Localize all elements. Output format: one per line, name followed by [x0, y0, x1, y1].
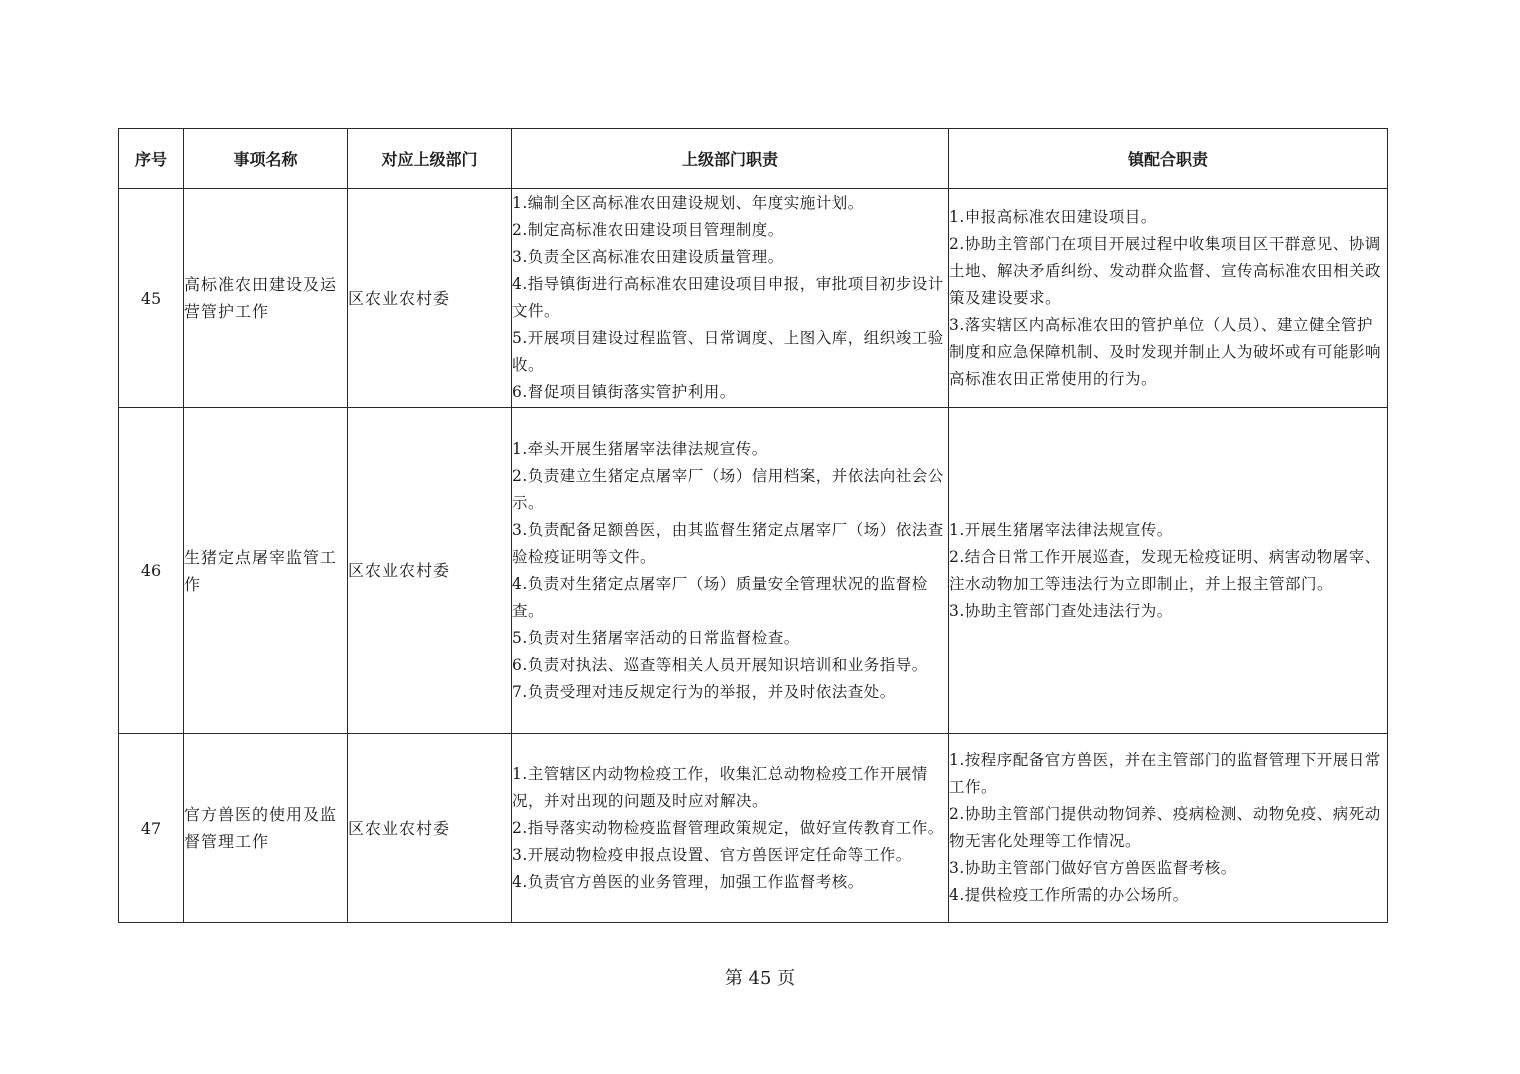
duty-line: 4.提供检疫工作所需的办公场所。 — [949, 886, 1189, 904]
duty-line: 2.指导落实动物检疫监督管理政策规定，做好宣传教育工作。 — [512, 818, 944, 837]
row-seq: 45 — [119, 189, 184, 408]
row-dept: 区农业农村委 — [348, 189, 512, 408]
row-town-duties — [949, 189, 1388, 408]
duty-line: 2.制定高标准农田建设项目管理制度。 — [512, 221, 784, 239]
duty-line: 5.负责对生猪屠宰活动的日常监督检查。 — [512, 628, 800, 647]
row-item-name: 高标准农田建设及运营管护工作 — [184, 189, 348, 408]
duty-line: 3.负责全区高标准农田建设质量管理。 — [512, 248, 784, 266]
duty-line: 2.协助主管部门在项目开展过程中收集项目区干群意见、协调土地、解决矛盾纠纷、发动群众监督、宣传高标准农田相关政策及建设要求。 — [949, 234, 1382, 307]
duty-line: 4.负责对生猪定点屠宰厂（场）质量安全管理状况的监督检查。 — [512, 574, 928, 620]
duty-line: 1.申报高标准农田建设项目。 — [949, 207, 1157, 226]
duty-line: 2.结合日常工作开展巡查，发现无检疫证明、病害动物屠宰、注水动物加工等违法行为立即制止，并上报主管部门。 — [949, 547, 1381, 593]
table-row — [119, 734, 1388, 923]
row-superior-duties — [512, 408, 949, 734]
duty-line: 1.按程序配备官方兽医，并在主管部门的监督管理下开展日常工作。 — [949, 751, 1381, 796]
table-header-row — [119, 129, 1388, 189]
duty-line: 7.负责受理对违反规定行为的举报，并及时依法查处。 — [512, 682, 896, 701]
row-dept: 区农业农村委 — [348, 734, 512, 923]
duty-line: 2.协助主管部门提供动物饲养、疫病检测、动物免疫、病死动物无害化处理等工作情况。 — [949, 805, 1381, 850]
duty-line: 1.编制全区高标准农田建设规划、年度实施计划。 — [512, 194, 864, 212]
duty-table — [118, 128, 1388, 923]
header-superior-duties: 上级部门职责 — [512, 129, 949, 189]
duty-line: 1.主管辖区内动物检疫工作，收集汇总动物检疫工作开展情况，并对出现的问题及时应对解决。 — [512, 764, 928, 810]
duty-line: 6.负责对执法、巡查等相关人员开展知识培训和业务指导。 — [512, 655, 928, 674]
duty-line: 3.协助主管部门查处违法行为。 — [949, 601, 1173, 620]
header-item-name: 事项名称 — [184, 129, 348, 189]
row-dept: 区农业农村委 — [348, 408, 512, 734]
row-town-duties — [949, 408, 1388, 734]
table-row — [119, 189, 1388, 408]
row-seq: 47 — [119, 734, 184, 923]
table-row — [119, 408, 1388, 734]
page-number: 第 45 页 — [724, 968, 796, 989]
duty-line: 3.负责配备足额兽医，由其监督生猪定点屠宰厂（场）依法查验检疫证明等文件。 — [512, 520, 944, 566]
duty-line: 6.督促项目镇街落实管护利用。 — [512, 383, 736, 401]
row-superior-duties — [512, 734, 949, 923]
duty-line: 3.开展动物检疫申报点设置、官方兽医评定任命等工作。 — [512, 845, 912, 864]
header-superior-dept: 对应上级部门 — [348, 129, 512, 189]
duty-line: 4.指导镇街进行高标准农田建设项目申报，审批项目初步设计文件。 — [512, 275, 944, 320]
duty-line: 2.负责建立生猪定点屠宰厂（场）信用档案，并依法向社会公示。 — [512, 466, 944, 512]
header-town-duties: 镇配合职责 — [949, 129, 1388, 189]
row-item-name: 官方兽医的使用及监督管理工作 — [184, 734, 348, 923]
duty-line: 5.开展项目建设过程监管、日常调度、上图入库，组织竣工验收。 — [512, 329, 944, 374]
row-superior-duties — [512, 189, 949, 408]
duty-line: 1.牵头开展生猪屠宰法律法规宣传。 — [512, 439, 768, 458]
duty-line: 3.协助主管部门做好官方兽医监督考核。 — [949, 859, 1237, 877]
row-item-name: 生猪定点屠宰监管工作 — [184, 408, 348, 734]
duty-line: 3.落实辖区内高标准农田的管护单位（人员）、建立健全管护制度和应急保障机制、及时发现并制止人为破坏或有可能影响高标准农田正常使用的行为。 — [949, 315, 1382, 388]
duty-line: 4.负责官方兽医的业务管理，加强工作监督考核。 — [512, 872, 864, 891]
row-seq: 46 — [119, 408, 184, 734]
row-town-duties — [949, 734, 1388, 923]
duty-line: 1.开展生猪屠宰法律法规宣传。 — [949, 520, 1173, 539]
header-seq: 序号 — [119, 129, 184, 189]
